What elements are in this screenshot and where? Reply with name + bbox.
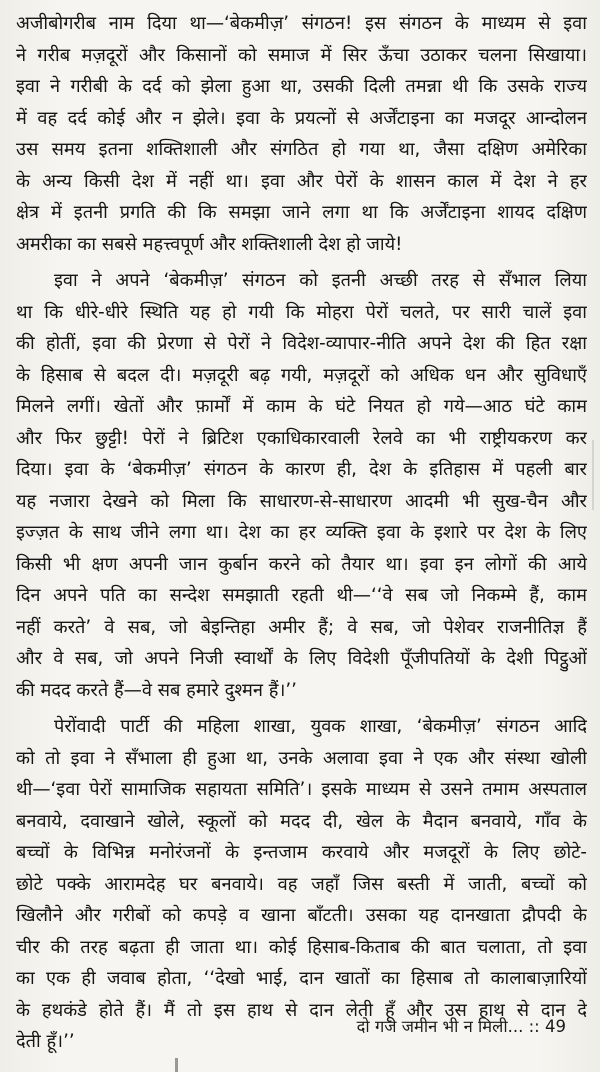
text-line: की होतीं, इवा की प्रेरणा से पेरों ने विदेश-व्यापार-नीति अपने देश की हित रक्षा (16, 333, 587, 354)
text-line: इज्ज़त के साथ जीने लगा था। देश का हर व्यक्ति इवा के इशारे पर देश के लिए (16, 522, 587, 543)
text-line: में वह दर्द कोई और न झेले। इवा के प्रयत्नों से अर्जेंटाइना का मजदूर आन्दोलन (16, 107, 587, 129)
paragraph-3 (16, 711, 587, 1058)
text-line: के हिसाब से बदल दी। मज़दूरी बढ़ गयी, मज़दूरों को अधिक धन और सुविधाएँ (16, 364, 587, 386)
text-line: यह नजारा देखने को मिला कि साधारण-से-साधारण आदमी भी सुख-चैन और (16, 490, 587, 512)
text-line: नहीं करते’ वे सब, जो बेइन्तिहा अमीर हैं; वे सब, जो पेशेवर राजनीतिज्ञ हैं (16, 616, 587, 638)
text-line: उस समय इतना शक्तिशाली और संगठित हो गया था, जैसा दक्षिण अमेरिका (16, 139, 587, 160)
text-line: मिलने लगीं। खेतों और फ़ार्मों में काम के घंटे नियत हो गये—आठ घंटे काम (16, 396, 587, 417)
text-line: इवा ने अपने ‘बेकमीज़’ संगठन को इतनी अच्छी तरह से सँभाल लिया (54, 270, 587, 291)
text-line: बच्चों के विभिन्न मनोरंजनों के इन्तजाम करवाये और मजदूरों के लिए छोटे- (16, 842, 587, 863)
show-through-mark (592, 440, 594, 510)
text-line: अमरीका का सबसे महत्त्वपूर्ण और शक्तिशाली देश हो जाये! (16, 233, 403, 255)
text-line: बनवाये, दवाखाने खोले, स्कूलों को मदद दी, खेल के मैदान बनवाये, गाँव के (16, 810, 587, 832)
paragraph-1 (16, 8, 587, 260)
text-line: अजीबोगरीब नाम दिया था—‘बेकमीज़’ संगठन! इस संगठन के माध्यम से इवा (16, 13, 587, 34)
body-text (16, 8, 587, 1058)
page-footer (357, 1015, 566, 1039)
text-line: और वे सब, जो अपने निजी स्वार्थों के लिए विदेशी पूँजीपतियों के देशी पिट्ठुओं (16, 648, 587, 669)
page-number: 49 (545, 1017, 566, 1036)
text-line: दिन अपने पति का सन्देश समझाती रहती थी—‘‘वे सब जो निकम्मे हैं, काम (16, 585, 587, 606)
binding-mark (175, 1058, 178, 1072)
running-title: दो गज जमीन भी न मिली... (356, 1017, 524, 1036)
footer-separator: :: (528, 1017, 540, 1036)
text-line: को तो इवा ने सँभाला ही हुआ था, उनके अलावा इवा ने एक और संस्था खोली (16, 747, 587, 769)
text-line: का एक ही जवाब होता, ‘‘देखो भाई, दान खातों का हिसाब तो कालाबाज़ारियों (16, 968, 587, 989)
text-line: छोटे पक्के आरामदेह घर बनवाये। वह जहाँ जिस बस्ती में जाती, बच्चों को (16, 873, 587, 895)
text-line: पेरोंवादी पार्टी की महिला शाखा, युवक शाखा, ‘बेकमीज़’ संगठन आदि (54, 716, 587, 737)
text-line: था कि धीरे-धीरे स्थिति यह हो गयी कि मोहरा पेरों चलते, पर सारी चालें इवा (16, 301, 587, 323)
text-line: ने गरीब मज़दूरों और किसानों को समाज में सिर ऊँचा उठाकर चलना सिखाया। (16, 44, 587, 66)
text-line: किसी भी क्षण अपनी जान कुर्बान करने को तैयार था। इवा इन लोगों की आये (16, 553, 587, 575)
text-line: और फिर छुट्टी! पेरों ने ब्रिटिश एकाधिकारवाली रेलवे का भी राष्ट्रीयकरण कर (16, 427, 587, 449)
paragraph-2 (16, 265, 587, 706)
text-line: चीर की तरह बढ़ता ही जाता था। कोई हिसाब-किताब की बात चलाता, तो इवा (16, 936, 587, 958)
text-line: के हथकंडे होते हैं। मैं तो इस हाथ से दान लेती हूँ और उस हाथ से दान दे (16, 999, 587, 1021)
text-line: की मदद करते हैं—वे सब हमारे दुश्मन हैं।’’ (16, 679, 297, 701)
text-line: इवा ने गरीबी के दर्द को झेला हुआ था, उसकी दिली तमन्ना थी कि उसके राज्य (16, 76, 587, 97)
text-line: के अन्य किसी देश में नहीं था। इवा और पेरों के शासन काल में देश ने हर (16, 170, 587, 192)
text-line: थी—‘इवा पेरों सामाजिक सहायता समिति’। इसके माध्यम से उसने तमाम अस्पताल (16, 779, 587, 800)
text-line: खिलौने और गरीबों को कपड़े व खाना बाँटती। उसका यह दानखाता द्रौपदी के (16, 905, 587, 926)
text-line: दिया। इवा के ‘बेकमीज़’ संगठन के कारण ही, देश के इतिहास में पहली बार (16, 459, 587, 480)
text-line: देती हूँ।’’ (16, 1031, 75, 1052)
text-line: क्षेत्र में इतनी प्रगति की कि समझा जाने लगा था कि अर्जेंटाइना शायद दक्षिण (16, 202, 587, 223)
